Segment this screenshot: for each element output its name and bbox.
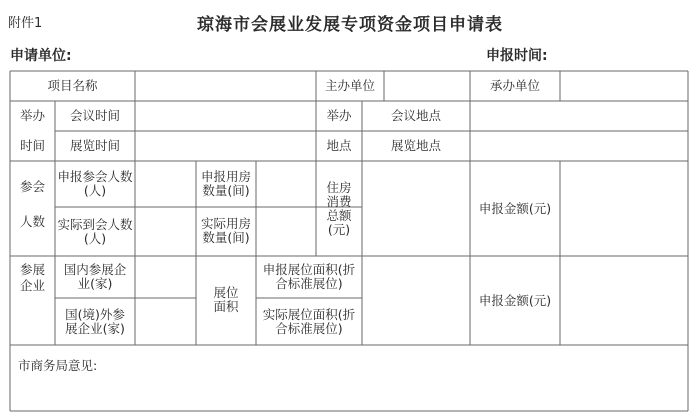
exhibit-time-field[interactable] — [135, 131, 316, 161]
commerce-bureau-opinion-field[interactable] — [10, 378, 688, 411]
domestic-exhibitors-label: 国内参展企业(家) — [63, 262, 127, 291]
apply-amount-label-2: 申报金额(元) — [478, 292, 552, 308]
meeting-time-label: 会议时间 — [69, 108, 120, 123]
application-date-label: 申报时间: — [486, 48, 548, 64]
hold-time-label-bottom: 时间 — [19, 138, 45, 153]
exhibit-place-label: 展览地点 — [390, 138, 441, 153]
declared-rooms-field[interactable] — [256, 161, 316, 207]
booth-area-field[interactable] — [362, 256, 470, 345]
attendees-label-top: 参会 — [19, 179, 45, 194]
declared-attendees-field[interactable] — [135, 161, 196, 207]
venue-label-bottom: 地点 — [326, 138, 352, 153]
organizer-label: 主办单位 — [324, 78, 375, 93]
exhibitors-label-top: 参展 — [19, 262, 45, 277]
hold-time-label-top: 举办 — [19, 108, 45, 123]
exhibit-place-field[interactable] — [470, 131, 688, 161]
venue-label-top: 举办 — [326, 108, 352, 123]
meeting-place-field[interactable] — [470, 101, 688, 131]
apply-amount-field-1[interactable] — [560, 161, 688, 256]
apply-amount-label-1: 申报金额(元) — [478, 200, 552, 216]
actual-rooms-field[interactable] — [256, 207, 316, 256]
declared-attendees-label: 申报参会人数(人) — [57, 169, 133, 198]
actual-attendees-label: 实际到会人数(人) — [57, 216, 133, 246]
project-name-field[interactable] — [135, 71, 316, 101]
commerce-bureau-opinion-label: 市商务局意见: — [18, 358, 98, 373]
attendees-label-bottom: 人数 — [19, 214, 45, 229]
domestic-exhibitors-field[interactable] — [135, 256, 196, 298]
foreign-exhibitors-field[interactable] — [135, 298, 196, 345]
actual-booth-area-label: 实际展位面积(折合标准展位) — [262, 306, 356, 336]
actual-attendees-field[interactable] — [135, 207, 196, 256]
lodging-total-label: 住房消费总额(元) — [326, 180, 352, 237]
actual-rooms-label: 实际用房数量(间) — [200, 216, 251, 245]
applicant-unit-label: 申请单位: — [10, 48, 72, 64]
organizer-field[interactable] — [384, 71, 470, 101]
co-organizer-label: 承办单位 — [489, 78, 540, 93]
attachment-label: 附件1 — [8, 16, 43, 31]
exhibitors-label-bottom: 企业 — [19, 278, 45, 293]
declared-rooms-label: 申报用房数量(间) — [200, 169, 251, 198]
project-name-label: 项目名称 — [47, 78, 98, 93]
meeting-time-field[interactable] — [135, 101, 316, 131]
booth-area-label: 展位面积 — [213, 285, 239, 314]
exhibit-time-label: 展览时间 — [69, 138, 120, 153]
meeting-place-label: 会议地点 — [390, 108, 441, 123]
declared-booth-area-label: 申报展位面积(折合标准展位) — [262, 262, 356, 291]
co-organizer-field[interactable] — [560, 71, 688, 101]
lodging-total-field[interactable] — [362, 161, 470, 256]
form-title: 琼海市会展业发展专项资金项目申请表 — [197, 15, 503, 35]
apply-amount-field-2[interactable] — [560, 256, 688, 345]
foreign-exhibitors-label: 国(境)外参展企业(家) — [65, 306, 125, 336]
